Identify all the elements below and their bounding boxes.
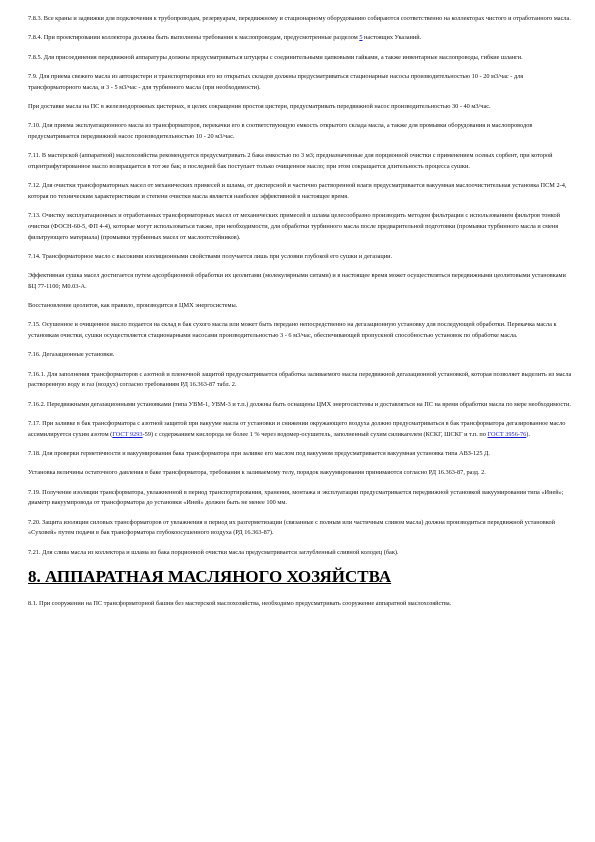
paragraph-drying: Эффективная сушка масел достигается путем адсорбционной обработки их цеолитами (молекулярными ситами) и в настоящее время может осуществляться передвижными цеолитовыми установками БЦ 77-1100; М0.03-А. [28,272,566,290]
paragraph-7-8-5: 7.8.5. Для присоединения передвижной аппаратуры должны предусматриваться штуцеры с соединительными цапковыми гайками, а также инвентарные маслопроводы, гибкие шланги. [28,53,523,61]
paragraph-7-11: 7.11. В мастерской (аппаратной) маслохозяйства рекомендуется предусматривать 2 бака емкостью по 3 м3; предназначенные для порционной очистки с применением осевых сорбент, при которой отцентрифугированное масло возвращается в тот же бак; в последней бак поступает только очищенное масло; при этом сокращается длительность процесса сушки. [28,152,553,170]
paragraph-7-20: 7.20. Защита изоляции силовых трансформаторов от увлажнения в период их разгерметизации (связанные с полным или частичным сливом масла) должна производиться передвижной установкой «Суховей» путем подачи в бак трансформатора глубокоосушенного воздуха (РД 16.363-87). [28,518,555,537]
paragraph-text: настоящих Указаний. [362,34,422,42]
gost-9293-link[interactable]: ГОСТ 9293 [112,430,143,438]
paragraph-7-16: 7.16. Дегазационные установки. [28,351,115,359]
paragraph-pressure: Установка величины остаточного давления в баке трансформатора, требования к заливаемому телу, порядок вакуумирования принимаются согласно РД 16.363-87, разд. 2. [28,469,486,477]
section-5-link[interactable]: 5 [359,34,363,42]
paragraph-7-19: 7.19. Получение изоляции трансформатора, увлажненной в период транспортирования, хранения, монтажа и эксплуатации предусматривается передвижной установкой вакуумирования типа «Иней»; диаметр вакуумпровода от трансформатора до установки «Иней» должен быть не менее 100 мм. [28,488,564,507]
paragraph-7-10: 7.10. Для приема эксплуатационного масла из трансформаторов, перекачки его в соответствующую емкость открытого склада масла, а также для промывки оборудования и маслопроводов предусматривается передвижной насос производительностью 10 - 20 м3/час. [28,122,533,140]
paragraph-text: -59) с содержанием кислорода не более 1 % через водомер-осушитель, заполненный сухим силикагелем (КСКГ, ШСКГ и т.п. по [142,430,488,438]
paragraph-7-14: 7.14. Трансформаторное масло с высокими изоляционными свойствами получается лишь при условии глубокой его сушки и дегазации. [28,252,393,260]
paragraph-8-1: 8.1. При сооружении на ПС трансформаторной башни без мастерской маслохозяйства, необходимо предусматривать сооружение аппаратной маслохозяйства. [28,599,452,607]
paragraph-7-12: 7.12. Для очистки трансформаторных масел от механических примесей и шлама, от дисперсной и частично растворенной влаги предусматривается вакуумная маслоочистительная установка ПСМ 2-4, которая по техническим характеристикам и степени очистки масла является наиболее эффективной в настоящее время. [28,182,567,200]
paragraph-7-13: 7.13. Очистку эксплуатационных и отработанных трансформаторных масел от механических примесей и шлама целесообразно производить методом фильтрации с использованием фильтров тонкой очистки (ФОСН-60-5, ФП 4-4), которые могут использоваться также, при необходимости, для обработки турбинного масла после предварительной подготовки (промывки турбинного масла и сменя фильтрующего материала) (промывки турбинных масел от маслоотстойников). [28,212,561,241]
paragraph-7-8-4 [28,33,574,44]
section-heading: 8. АППАРАТНАЯ МАСЛЯНОГО ХОЗЯЙСТВА [28,566,392,586]
paragraph-zeolite: Восстановление цеолитов, как правило, производится в ЦМХ энергосистемы. [28,302,238,310]
paragraph-7-18: 7.18. Для проверки герметичности и вакуумирования бака трансформатора при заливке его маслом под вакуумом предусматривается вакуумная установка типа АВЗ-125 Д. [28,450,490,458]
paragraph-7-9: 7.9. Для приема свежего масла из автоцистерн и транспортировки его из открытых складов должны предусматриваться стационарные насосы производительностью 10 - 20 м3/час - для трансформаторного масла, и 3 - 5 м3/час - для турбинного масла (при необходимости). [28,72,524,91]
paragraph-text: 7.17. При заливке в бак трансформатора с азотной защитой при вакууме масла от установки и снижении окружающего воздуха должно предусматриваться в бак трансформатора дегазированное масло ассимилируется сухим азотом ( [28,420,566,438]
paragraph-7-15: 7.15. Осушенное и очищенное масло подается на склад в бак сухого масла или может быть передано непосредственно на дегазационную установку для последующей обработки. Перекачка масла к установкам очистки, сушки осуществляется стационарными насосами производительностью 3 - 6 м3/час, обеспечивающей пропускной способностью установок по обработке масла. [28,321,557,340]
paragraph-7-17 [28,419,574,440]
paragraph-7-8-3: 7.8.3. Все краны и задвижки для подключения к трубопроводам, резервуарам, передвижному и стационарному оборудованию собираются соответственно на коллекторах чистого и отработанного масла. [28,15,571,22]
paragraph-text: 7.8.4. При проектировании коллектора должны быть выполнены требования к маслопроводам, предусмотренные разделом [28,34,360,42]
paragraph-7-21: 7.21. Для слива масла из коллектора и шлама из бака порционной очистки масла предусматривается заглубленный сливной колодец (бак). [28,548,399,556]
document-page [28,14,574,618]
paragraph-text: ). [526,430,530,438]
paragraph-7-16-2: 7.16.2. Передвижными дегазационными установками (типа УВМ-1, УВМ-3 и т.п.) должны быть оснащены ЦМХ энергосистемы и доставляться на ПС на время обработки масла по мере необходимости. [28,400,571,408]
gost-3956-link[interactable]: ГОСТ 3956-76 [487,430,527,438]
paragraph-7-9-rail: При доставке масла на ПС в железнодорожных цистернах, в целях сокращения простоя цистерн, предусматривать передвижной насос производительностью 30 - 40 м3/час. [28,102,491,110]
paragraph-7-16-1: 7.16.1. Для заполнения трансформаторов с азотной и пленочной защитой предусматривается обработка заливаемого масла передвижной дегазационной установкой, которая позволяет выделить из масла растворенную воду и газ (воздух) согласно требованиям РД 16.363-87 табл. 2. [28,370,572,389]
